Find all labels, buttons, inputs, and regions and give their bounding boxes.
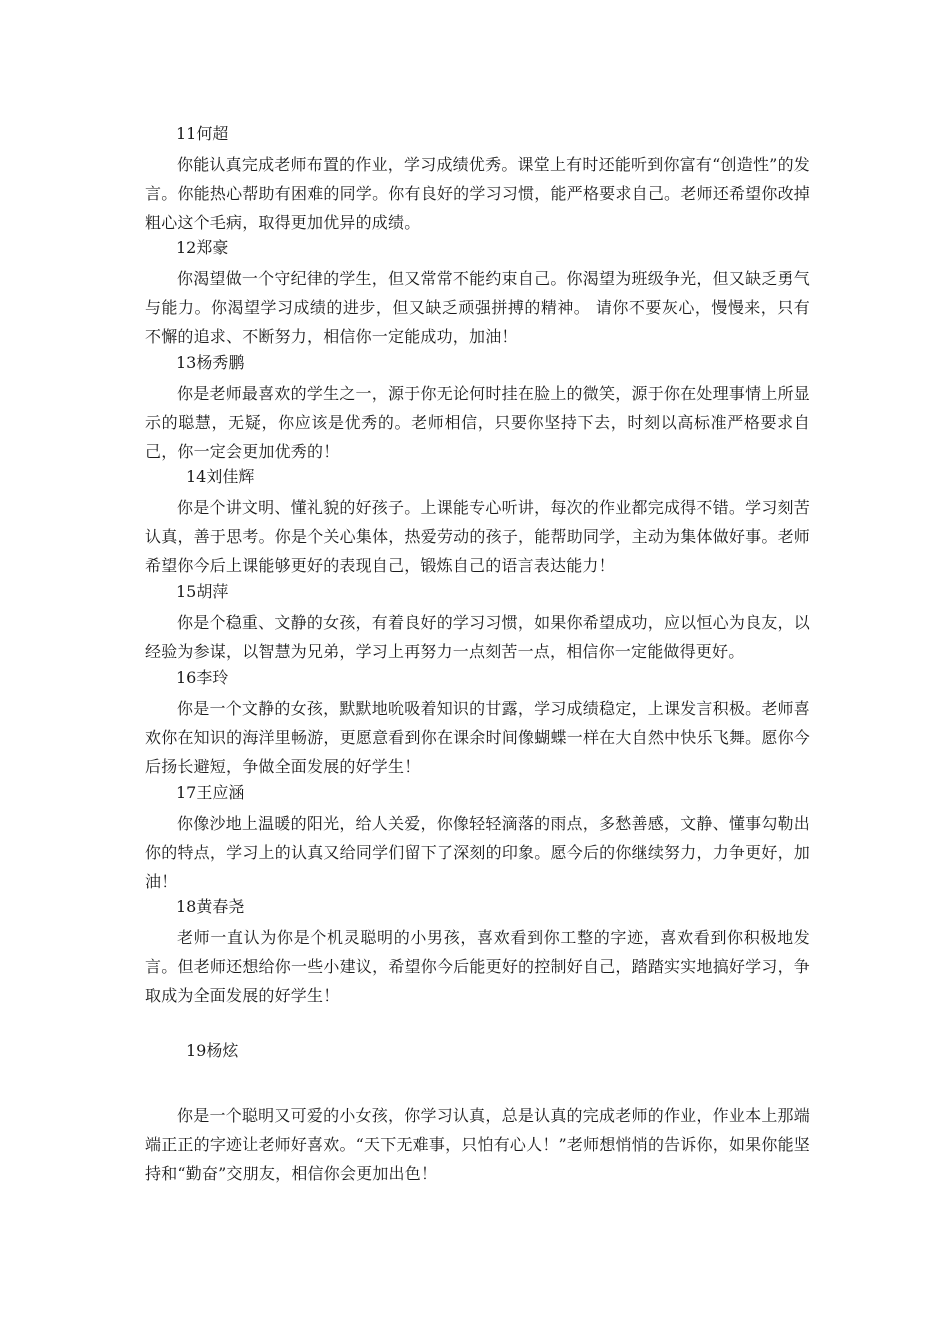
comment-entry-13 [145,349,810,466]
student-name: 15胡萍 [176,582,229,601]
student-name: 13杨秀鹏 [176,353,245,372]
student-name: 12郑豪 [176,238,229,257]
comment-entry-16 [145,664,810,781]
comment-entry-15 [145,578,810,666]
comment-entry-18 [145,893,810,1010]
student-name: 16李玲 [176,668,229,687]
student-name: 18黄春尧 [176,897,245,916]
student-name: 17王应涵 [176,783,245,802]
comment-entry-17 [145,779,810,896]
teacher-comment: 你能认真完成老师布置的作业，学习成绩优秀。课堂上有时还能听到你富有“创造性”的发言。你能热心帮助有困难的同学。你有良好的学习习惯，能严格要求自己。老师还希望你改掉粗心这个毛病，取得更加优异的成绩。 [145,155,810,232]
teacher-comment: 你是老师最喜欢的学生之一，源于你无论何时挂在脸上的微笑，源于你在处理事情上所显示的聪慧，无疑，你应该是优秀的。老师相信，只要你坚持下去，时刻以高标准严格要求自己，你一定会更加优秀的！ [145,384,810,461]
comment-entry-14 [145,463,810,580]
teacher-comment: 你是个稳重、文静的女孩，有着良好的学习习惯，如果你希望成功，应以恒心为良友，以经验为参谋，以智慧为兄弟，学习上再努力一点刻苦一点，相信你一定能做得更好。 [145,613,810,661]
teacher-comment: 你渴望做一个守纪律的学生，但又常常不能约束自己。你渴望为班级争光，但又缺乏勇气与能力。你渴望学习成绩的进步，但又缺乏顽强拼搏的精神。 请你不要灰心，慢慢来，只有不懈的追求、不断努力，相信你一定能成功，加油！ [145,269,810,346]
comment-entry-11 [145,120,810,237]
comment-entry-19 [145,1037,810,1188]
teacher-comment: 你像沙地上温暖的阳光，给人关爱，你像轻轻滴落的雨点，多愁善感，文静、懂事勾勒出你的特点，学习上的认真又给同学们留下了深刻的印象。愿今后的你继续努力，力争更好，加油！ [145,814,810,891]
comment-entry-12 [145,234,810,351]
student-name: 19杨炫 [186,1041,239,1060]
teacher-comment: 你是一个文静的女孩，默默地吮吸着知识的甘露，学习成绩稳定，上课发言积极。老师喜欢你在知识的海洋里畅游，更愿意看到你在课余时间像蝴蝶一样在大自然中快乐飞舞。愿你今后扬长避短，争做全面发展的好学生！ [145,699,810,776]
teacher-comment: 老师一直认为你是个机灵聪明的小男孩，喜欢看到你工整的字迹，喜欢看到你积极地发言。但老师还想给你一些小建议，希望你今后能更好的控制好自己，踏踏实实地搞好学习，争取成为全面发展的好学生！ [145,928,810,1005]
student-name: 11何超 [176,124,229,143]
teacher-comment: 你是个讲文明、懂礼貌的好孩子。上课能专心听讲，每次的作业都完成得不错。学习刻苦认真，善于思考。你是个关心集体，热爱劳动的孩子，能帮助同学，主动为集体做好事。老师希望你今后上课能够更好的表现自己，锻炼自己的语言表达能力！ [145,498,810,575]
teacher-comment: 你是一个聪明又可爱的小女孩，你学习认真，总是认真的完成老师的作业，作业本上那端端正正的字迹让老师好喜欢。“天下无难事，只怕有心人！”老师想悄悄的告诉你，如果你能坚持和“勤奋”交朋友，相信你会更加出色！ [145,1106,810,1183]
student-name: 14刘佳辉 [186,467,255,486]
